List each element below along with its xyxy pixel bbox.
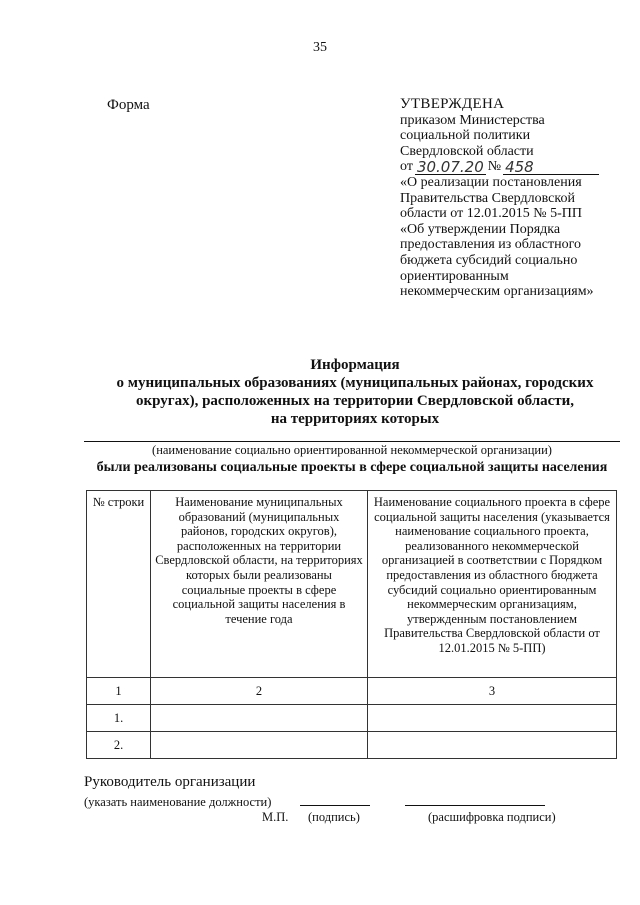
order-line <box>400 159 601 175</box>
form-label: Форма <box>107 97 150 113</box>
decree-line: области от 12.01.2015 № 5-ПП <box>400 206 582 222</box>
cell-project[interactable] <box>368 732 617 759</box>
projects-table <box>86 490 617 759</box>
column-number: 1 <box>87 678 151 705</box>
approval-stamp <box>400 97 601 300</box>
approval-line: социальной политики <box>400 128 531 144</box>
column-number: 3 <box>368 678 617 705</box>
decree-line: «Об утверждении Порядка <box>400 221 561 237</box>
decree-line: «О реализации постановления <box>400 174 582 190</box>
table-row <box>87 705 617 732</box>
decree-line: некоммерческим организациям» <box>400 284 594 300</box>
document-title <box>0 356 640 428</box>
cell-municipality[interactable] <box>151 705 368 732</box>
title-line: Информация <box>310 357 400 373</box>
approval-line: приказом Министерства <box>400 112 545 128</box>
position-hint: (указать наименование должности) <box>84 795 272 809</box>
decree-line: ориентированным <box>400 268 509 284</box>
seal-placeholder: М.П. <box>262 810 289 824</box>
row-number: 1. <box>87 705 151 732</box>
signature-decode-line[interactable] <box>405 805 545 806</box>
header-municipalities: Наименование муниципальных образований (муниципальных районов, городских округов), расположенных на территории Свердловской области, на территориях которых были реализованы социальные проекты в сфере социальной защиты населения в течение года <box>151 491 368 678</box>
title-line: на территориях которых <box>270 411 440 427</box>
column-number: 2 <box>151 678 368 705</box>
title-line: округах), расположенных на территории Свердловской области, <box>135 393 575 409</box>
org-subtitle: были реализованы социальные проекты в сфере социальной защиты населения <box>96 460 608 475</box>
column-number-row <box>87 678 617 705</box>
table-row <box>87 732 617 759</box>
signature-line[interactable] <box>300 805 370 806</box>
org-name-rule <box>84 441 620 442</box>
approval-heading: УТВЕРЖДЕНА <box>400 96 505 112</box>
order-date-handwritten: 30.07.20 <box>416 157 484 176</box>
title-line: о муниципальных образованиях (муниципальных районах, городских <box>116 375 594 391</box>
order-number-handwritten: 458 <box>503 160 599 175</box>
manager-label: Руководитель организации <box>84 774 256 790</box>
table-header-row <box>87 491 617 678</box>
cell-municipality[interactable] <box>151 732 368 759</box>
signature-decode-caption: (расшифровка подписи) <box>428 810 556 824</box>
header-project-name: Наименование социального проекта в сфере социальной защиты населения (указывается наименование социального проекта, реализованного некоммерческой организацией в соответствии с Порядком предоставления из областного бюджета субсидий социально ориентированным некоммерческим организациям, утвержденным постановлением Правительства Свердловской области от 12.01.2015 № 5-ПП) <box>368 491 617 678</box>
decree-line: Правительства Свердловской <box>400 190 575 206</box>
order-number-label: № <box>487 159 502 175</box>
org-name-caption: (наименование социально ориентированной некоммерческой организации) <box>152 443 552 457</box>
approval-line: Свердловской области <box>400 143 534 159</box>
header-row-number: № строки <box>87 491 151 678</box>
cell-project[interactable] <box>368 705 617 732</box>
page-number: 35 <box>313 40 327 55</box>
signature-caption: (подпись) <box>308 810 360 824</box>
decree-line: предоставления из областного <box>400 237 581 253</box>
decree-line: бюджета субсидий социально <box>400 252 578 268</box>
order-prefix: от <box>400 159 413 175</box>
row-number: 2. <box>87 732 151 759</box>
